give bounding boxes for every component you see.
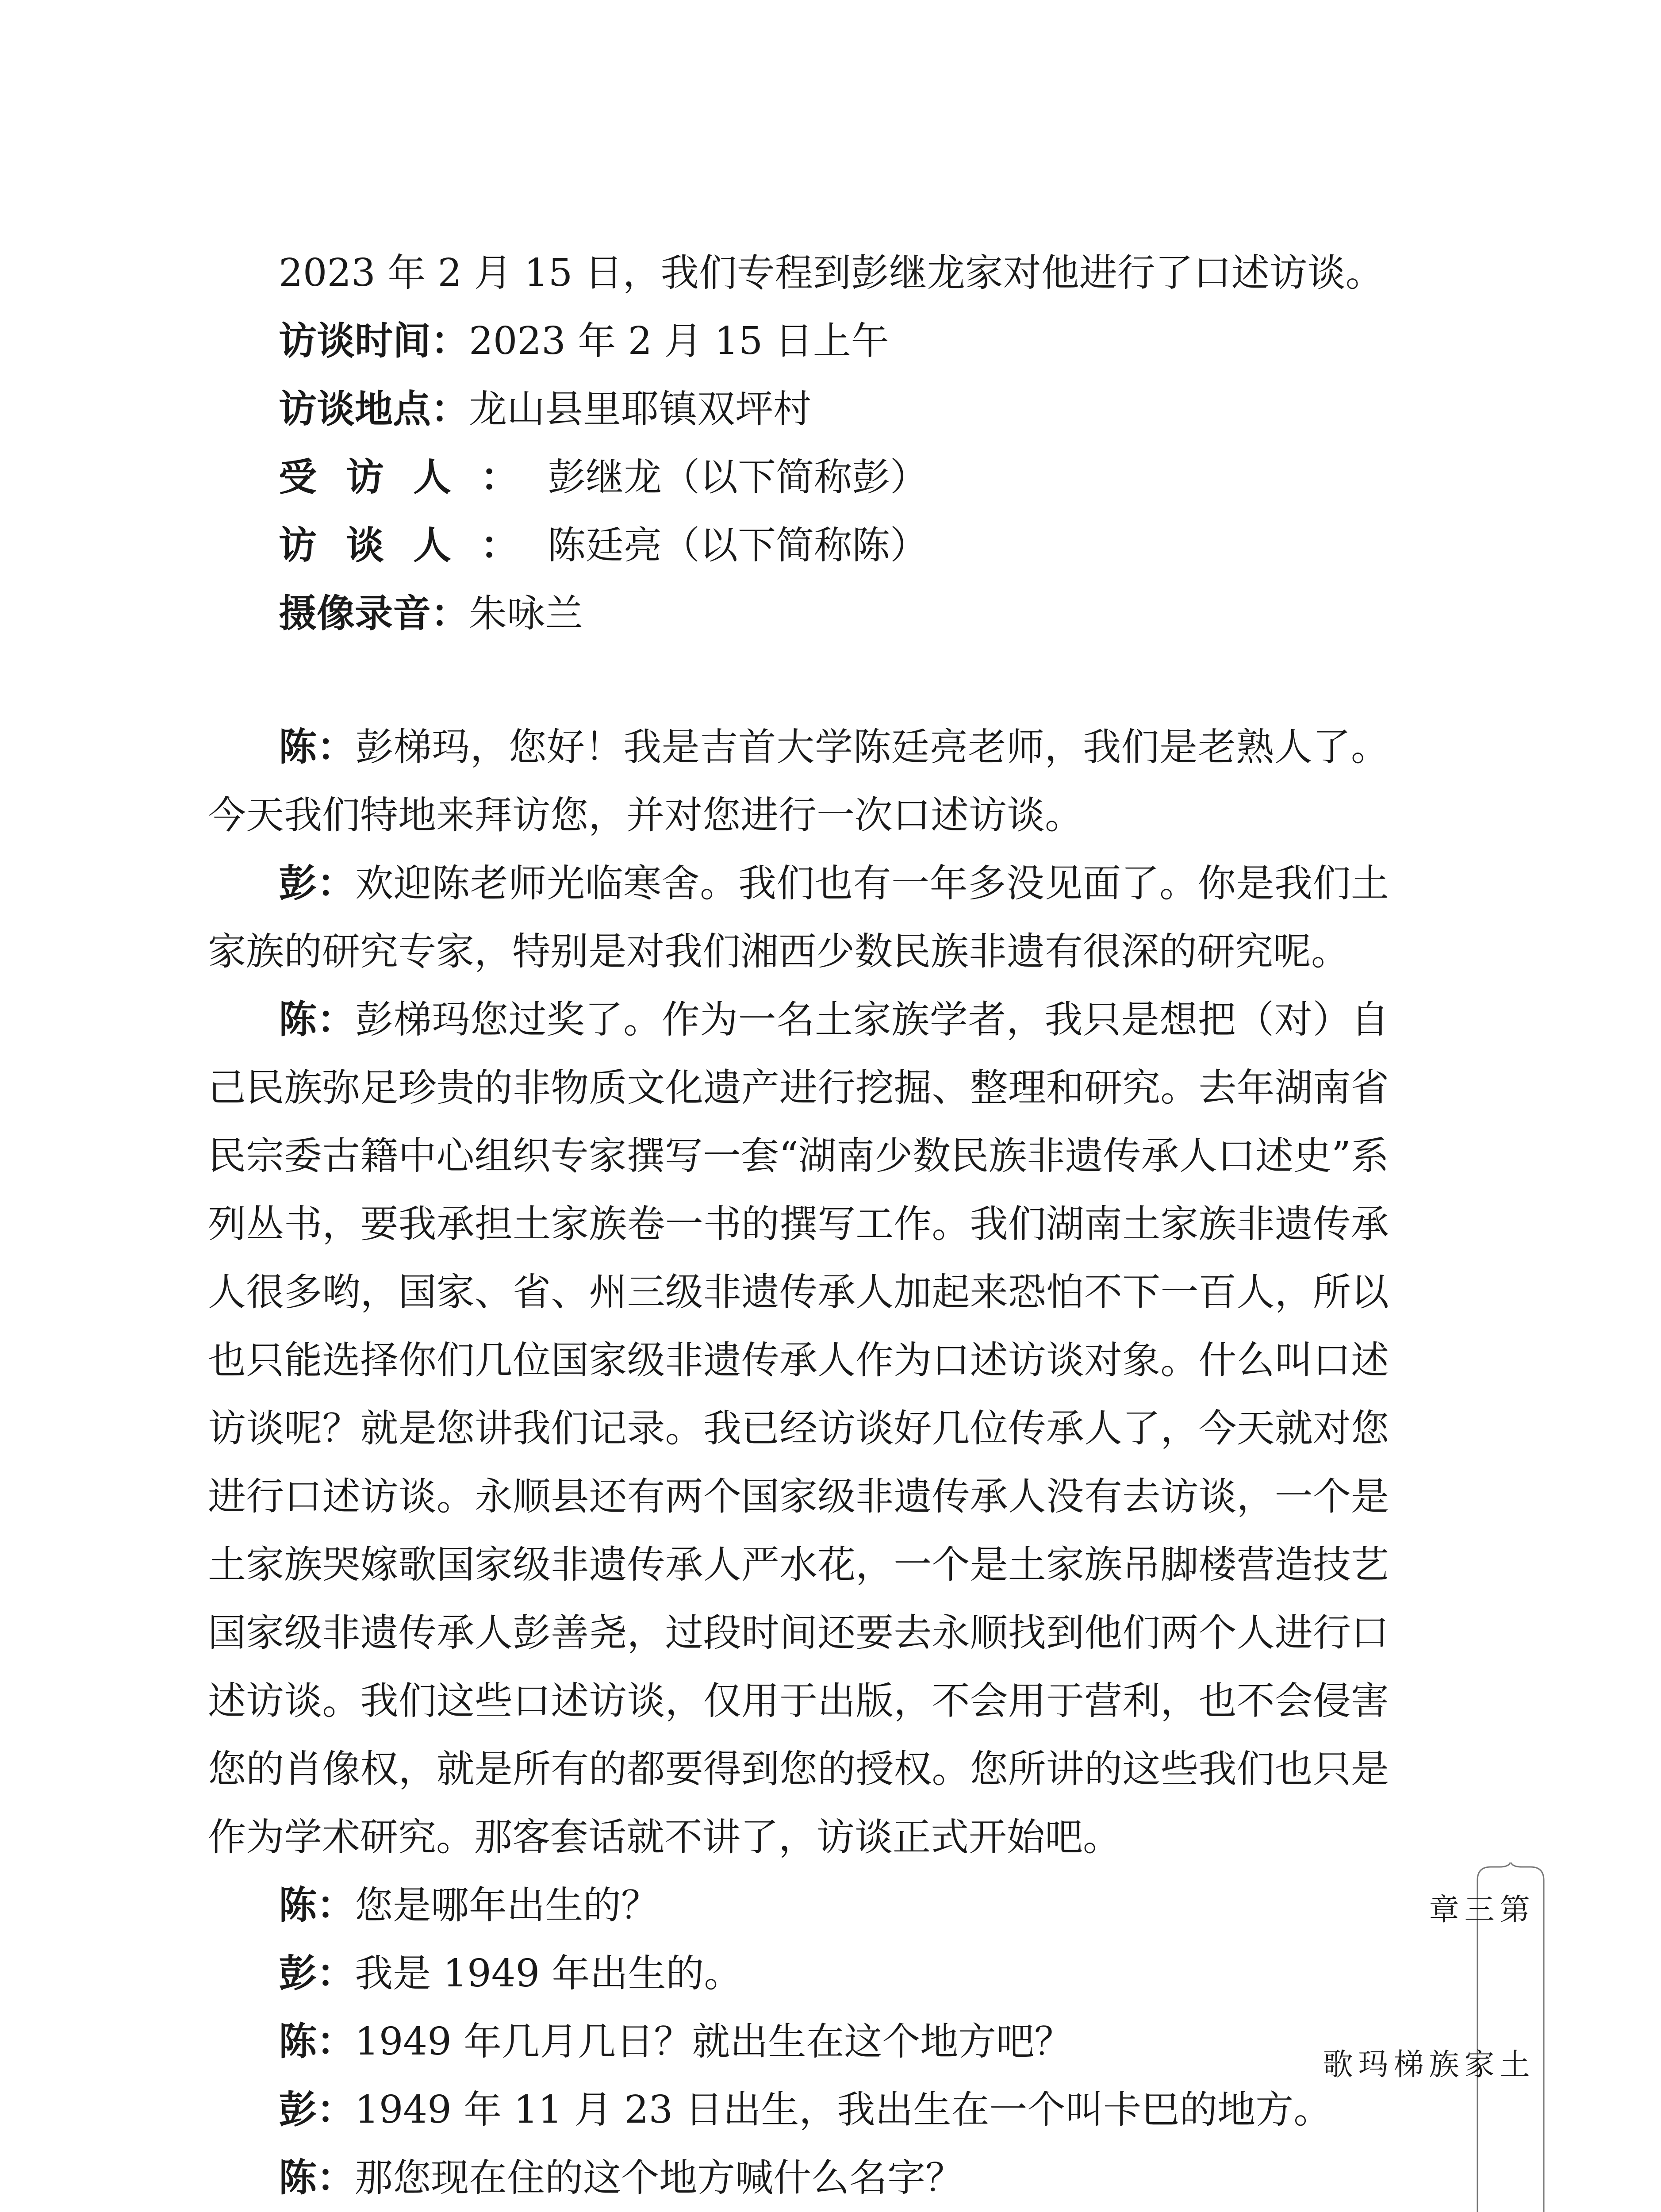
meta-interviewee [279,443,1385,511]
meta-value: 朱咏兰 [469,591,583,636]
dialogue-paragraph [208,849,1389,986]
dialogue-text: 欢迎陈老师光临寒舍。我们也有一年多没见面了。你是我们土家族的研究专家，特别是对我们湘西少数民族非遗有很深的研究呢。 [208,861,1389,974]
dialogue [208,713,1389,2212]
interview-intro [208,239,1385,648]
dialogue-paragraph [208,1939,1389,2008]
meta-interviewer [279,511,1385,580]
meta-label: 访谈人： [279,523,548,568]
dialogue-paragraph [208,713,1389,849]
meta-value: 龙山县里耶镇双坪村 [469,387,811,431]
meta-value: 彭继龙（以下简称彭） [548,455,928,499]
dialogue-paragraph [208,2008,1389,2076]
meta-recording [279,580,1385,648]
dialogue-text: 1949 年几月几日？就出生在这个地方吧？ [355,2020,1073,2064]
meta-label: 摄像录音： [279,591,469,636]
meta-label: 访谈时间： [279,319,469,363]
dialogue-text: 1949 年 11 月 23 日出生，我出生在一个叫卡巴的地方。 [355,2088,1332,2132]
dialogue-text: 那您现在住的这个地方喊什么名字？ [355,2156,963,2200]
intro-opening: 2023 年 2 月 15 日，我们专程到彭继龙家对他进行了口述访谈。 [279,251,1384,295]
speaker-label: 陈： [279,1883,355,1928]
chapter-title: 土家族梯玛歌 [1318,2048,1530,2080]
dialogue-paragraph [208,1871,1389,1939]
speaker-label: 陈： [279,2019,355,2064]
dialogue-text: 您是哪年出生的？ [355,1883,659,1928]
dialogue-paragraph [208,986,1389,1871]
meta-label: 访谈地点： [279,387,469,431]
chapter-label: 第三章 [1424,1893,1530,1925]
speaker-label: 彭： [279,861,356,906]
meta-value: 陈廷亮（以下简称陈） [548,523,928,568]
dialogue-text: 彭梯玛，您好！我是吉首大学陈廷亮老师，我们是老熟人了。今天我们特地来拜访您，并对您进行一次口述访谈。 [208,725,1389,837]
meta-label: 受访人： [279,455,548,499]
meta-value: 2023 年 2 月 15 日上午 [469,319,889,363]
dialogue-paragraph [208,2144,1389,2212]
speaker-label: 彭： [279,2087,355,2132]
dialogue-text: 彭梯玛您过奖了。作为一名土家族学者，我只是想把（对）自己民族弥足珍贵的非物质文化遗产进行挖掘、整理和研究。去年湖南省民宗委古籍中心组织专家撰写一套“湖南少数民族非遗传承人口述史”系列丛书，要我承担土家族卷一书的撰写工作。我们湖南土家族非遗传承人很多哟，国家、省、州三级非遗传承人加起来恐怕不下一百人，所以也只能选择你们几位国家级非遗传承人作为口述访谈对象。什么叫口述访谈呢？就是您讲我们记录。我已经访谈好几位传承人了，今天就对您进行口述访谈。永顺县还有两个国家级非遗传承人没有去访谈，一个是土家族哭嫁歌国家级非遗传承人严水花，一个是土家族吊脚楼营造技艺国家级非遗传承人彭善尧，过段时间还要去永顺找到他们两个人进行口述访谈。我们这些口述访谈，仅用于出版，不会用于营利，也不会侵害您的肖像权，就是所有的都要得到您的授权。您所讲的这些我们也只是作为学术研究。那客套话就不讲了，访谈正式开始吧。 [208,998,1389,1859]
meta-place [279,375,1385,443]
speaker-label: 彭： [279,1951,355,1996]
speaker-label: 陈： [279,725,356,769]
meta-time [279,307,1385,375]
speaker-label: 陈： [279,997,356,1042]
dialogue-paragraph [208,2076,1389,2144]
dialogue-text: 我是 1949 年出生的。 [355,1951,742,1996]
speaker-label: 陈： [279,2155,355,2200]
